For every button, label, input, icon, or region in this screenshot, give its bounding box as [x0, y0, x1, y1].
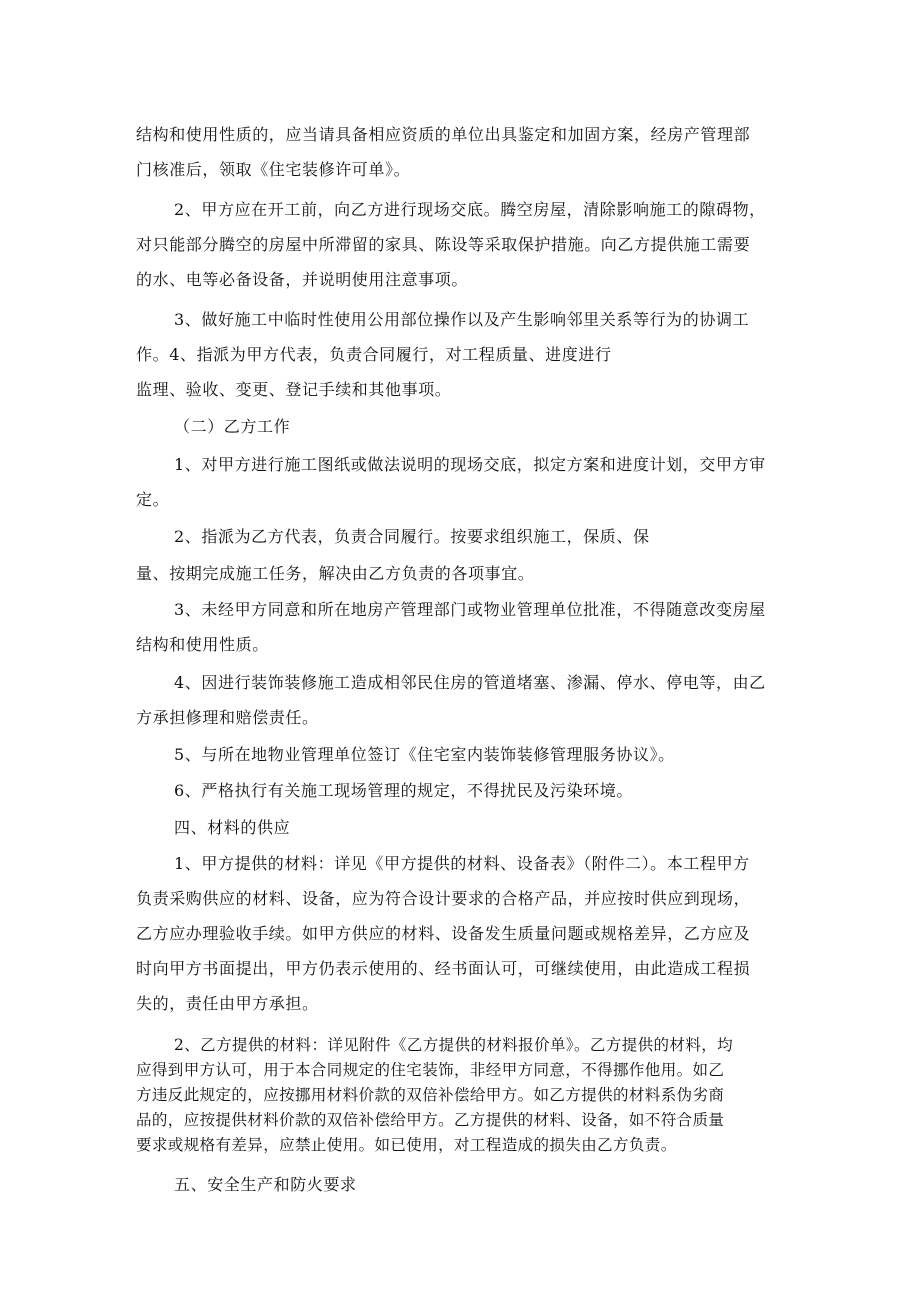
text-line: 3、未经甲方同意和所在地房产管理部门或物业管理单位批准，不得随意改变房屋 — [174, 600, 766, 619]
text-line: 6、严格执行有关施工现场管理的规定，不得扰民及污染环境。 — [174, 781, 633, 800]
text-line: 2、乙方提供的材料：详见附件《乙方提供的材料报价单》。乙方提供的材料，均 — [174, 1036, 734, 1054]
text-line: 1、对甲方进行施工图纸或做法说明的现场交底，拟定方案和进度计划，交甲方审 — [174, 455, 766, 474]
text-line: 负责采购供应的材料、设备，应为符合设计要求的合格产品，并应按时供应到现场， — [136, 889, 751, 908]
text-line: 的水、电等必备设备，并说明使用注意事项。 — [136, 270, 469, 289]
section-heading: 五、安全生产和防火要求 — [174, 1175, 357, 1194]
section-heading: （二）乙方工作 — [174, 417, 291, 436]
text-line: 监理、验收、变更、登记手续和其他事项。 — [136, 380, 452, 399]
text-line: 2、指派为乙方代表，负责合同履行。按要求组织施工，保质、保 — [174, 527, 650, 546]
text-line: 定。 — [136, 490, 170, 509]
text-line: 应得到甲方认可，用于本合同规定的住宅装饰，非经甲方同意，不得挪作他用。如乙 — [136, 1061, 725, 1079]
text-line: 对只能部分腾空的房屋中所滞留的家具、陈设等采取保护措施。向乙方提供施工需要 — [136, 235, 751, 254]
text-line: 3、做好施工中临时性使用公用部位操作以及产生影响邻里关系等行为的协调工 — [174, 310, 750, 329]
text-line: 方承担修理和赔偿责任。 — [136, 708, 319, 727]
text-line: 2、甲方应在开工前，向乙方进行现场交底。腾空房屋，清除影响施工的隙碍物， — [174, 200, 766, 219]
text-line: 5、与所在地物业管理单位签订《住宅室内装饰装修管理服务协议》。 — [174, 745, 675, 764]
text-line: 品的，应按提供材料价款的双倍补偿给甲方。乙方提供的材料、设备，如不符合质量 — [136, 1111, 725, 1129]
text-line: 时向甲方书面提出，甲方仍表示使用的、经书面认可，可继续使用，由此造成工程损 — [136, 959, 751, 978]
text-line: 量、按期完成施工任务，解决由乙方负责的各项事宜。 — [136, 564, 535, 583]
text-line: 结构和使用性质。 — [136, 635, 269, 654]
text-line: 失的，责任由甲方承担。 — [136, 994, 319, 1013]
text-line: 结构和使用性质的，应当请具备相应资质的单位出具鉴定和加固方案，经房产管理部 — [136, 125, 751, 144]
text-line: 作。4、指派为甲方代表，负责合同履行，对工程质量、进度进行 — [136, 345, 612, 364]
text-line: 4、因进行装饰装修施工造成相邻民住房的管道堵塞、渗漏、停水、停电等，由乙 — [174, 673, 766, 692]
text-line: 门核准后，领取《住宅装修许可单》。 — [136, 160, 411, 179]
section-heading: 四、材料的供应 — [174, 818, 291, 837]
text-line: 乙方应办理验收手续。如甲方供应的材料、设备发生质量问题或规格差异，乙方应及 — [136, 924, 751, 943]
text-line: 要求或规格有差异，应禁止使用。如已使用，对工程造成的损失由乙方负责。 — [136, 1136, 677, 1154]
text-line: 1、甲方提供的材料：详见《甲方提供的材料、设备表》（附件二）。本工程甲方 — [174, 854, 750, 873]
text-line: 方违反此规定的，应按挪用材料价款的双倍补偿给甲方。如乙方提供的材料系伪劣商 — [136, 1086, 725, 1104]
